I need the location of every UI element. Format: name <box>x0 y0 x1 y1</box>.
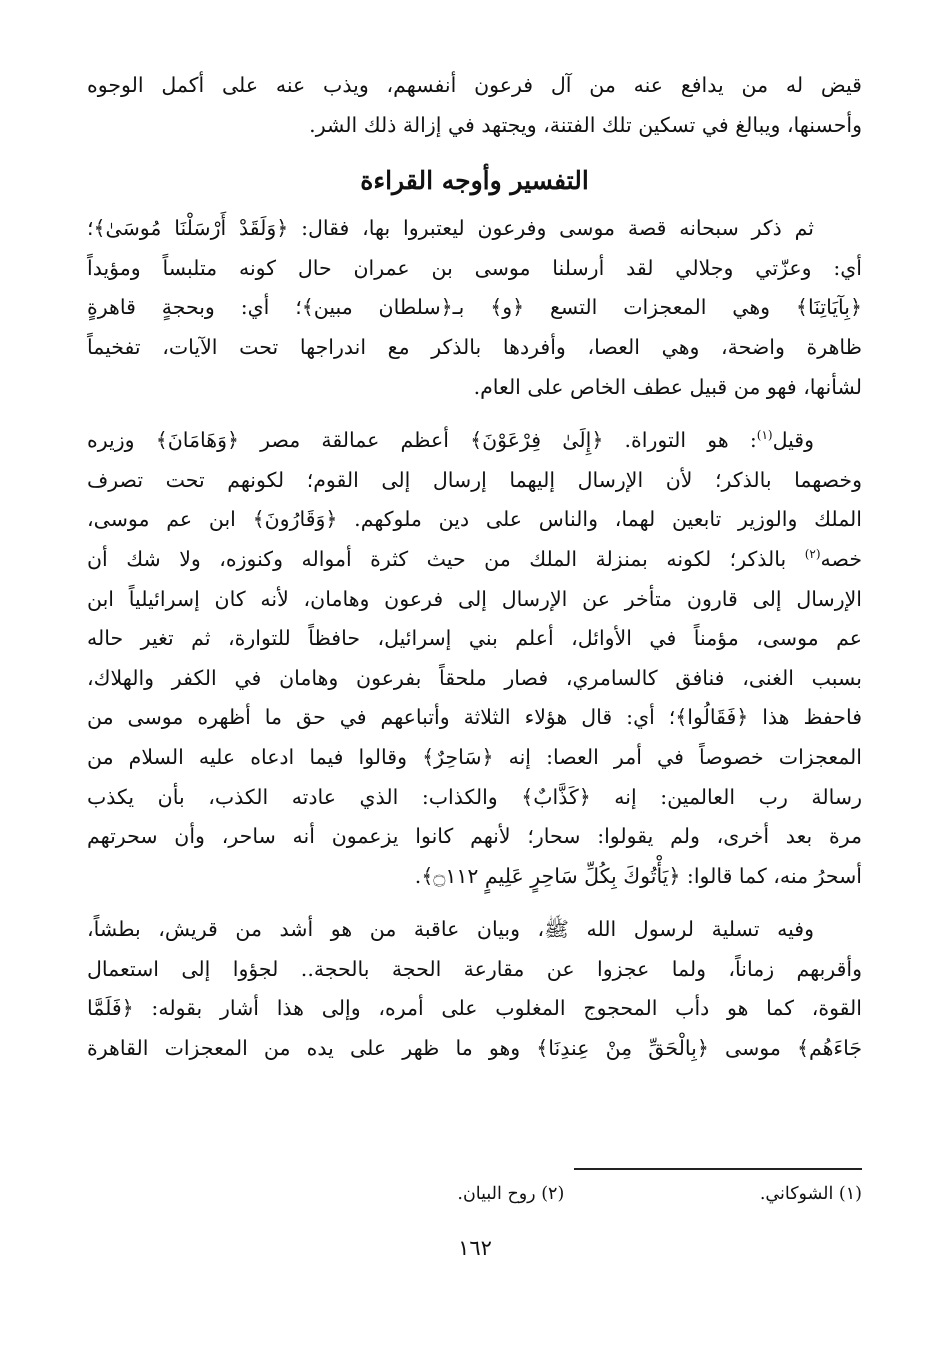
text-line: لشأنها، فهو من قبيل عطف الخاص على العام. <box>473 374 862 399</box>
text-line: وأقربهم زماناً، ولما عجزوا عن مقارعة الحجة بالحجة.. لجؤوا إلى استعمال <box>87 956 862 981</box>
text-line: بسبب الغنى، فنافق كالسامري، فصار ملحقاً بفرعون وهامان في الكفر والهلاك، <box>87 665 862 690</box>
text-line: مرة بعد أخرى، ولم يقولوا: سحار؛ لأنهم كانوا يزعمون أنه ساحر، وأن سحرتهم <box>87 824 862 849</box>
text-line: رسالة رب العالمين: إنه ﴿كَذَّابٌ﴾ والكذاب: الذي عادته الكذب، بأن يكذب <box>87 784 862 809</box>
text-line: ظاهرة واضحة، وهي العصا، وأفردها بالذكر مع اندراجها تحت الآيات، تفخيماً <box>87 334 862 359</box>
footnote-1: (١) الشوكاني. <box>759 1184 862 1204</box>
text-line: القوة، كما هو دأب المحجوج المغلوب على أمره، وإلى هذا أشار بقوله: ﴿فَلَمَّا <box>87 996 862 1021</box>
paragraph-1 <box>87 209 862 407</box>
text-line: فاحفظ هذا ﴿فَقَالُوا﴾؛ أي: قال هؤلاء الثلاثة وأتباعهم في حق ما أظهره موسى من <box>87 705 862 730</box>
text-line: المعجزات خصوصاً في أمر العصا: إنه ﴿سَاحِرٌ﴾ وقالوا فيما ادعاه عليه السلام من <box>87 744 862 769</box>
text-line: وفيه تسلية لرسول الله ﷺ، وبيان عاقبة من هو أشد من قريش، بطشاً، <box>87 917 814 942</box>
footnote-ref-1: (١) <box>756 428 773 443</box>
footnotes <box>87 1184 862 1204</box>
text-line: ثم ذكر سبحانه قصة موسى وفرعون ليعتبروا بها، فقال: ﴿وَلَقَدْ أَرْسَلْنَا مُوسَىٰ﴾؛ <box>87 216 814 241</box>
footnote-ref-2: (٢) <box>804 547 821 562</box>
text-fragment: بالذكر؛ لكونه بمنزلة الملك من حيث كثرة أمواله وكنوزه، ولا شك أن <box>87 546 805 571</box>
text-line: ﴿بِآيَاتِنَا﴾ وهي المعجزات التسع ﴿و﴾ بـ﴿سلطان مبين﴾؛ أي: وبحجةٍ قاهرةٍ <box>87 295 862 320</box>
page-number: ١٦٢ <box>458 1236 492 1260</box>
text-fragment: وقيل <box>772 428 814 453</box>
text-line: جَاءَهُم﴾ موسى ﴿بِالْحَقِّ مِنْ عِندِنَا﴾ وهو ما ظهر على يده من المعجزات القاهرة <box>87 1036 862 1061</box>
text-line: الملك والوزير تابعين لهما، والناس على دين ملوكهم. ﴿وَقَارُونَ﴾ ابن عم موسى، <box>87 507 862 532</box>
text-fragment: خصه <box>820 546 862 571</box>
footnote-2: (٢) روح البيان. <box>457 1184 565 1204</box>
text-line <box>87 421 862 461</box>
text-line: الإرسال إلى قارون متأخر عن الإرسال إلى فرعون وهامان، لأنه كان إسرائيلياً ابن <box>87 586 862 611</box>
footnote-divider <box>574 1168 862 1170</box>
paragraph-2 <box>87 421 862 896</box>
text-line: قيض له من يدافع عنه من آل فرعون أنفسهم، ويذب عنه على أكمل الوجوه <box>87 73 862 97</box>
text-line: عم موسى، مؤمناً في الأوائل، أعلم بني إسرائيل، حافظاً للتوارة، ثم تغير حاله <box>87 626 862 651</box>
text-fragment: : هو التوراة. ﴿إِلَىٰ فِرْعَوْنَ﴾ أعظم عمالقة مصر ﴿وَهَامَانَ﴾ وزيره <box>87 428 757 453</box>
text-line: وأحسنها، ويبالغ في تسكين تلك الفتنة، ويجتهد في إزالة ذلك الشر. <box>309 112 862 137</box>
section-heading: التفسير وأوجه القراءة <box>360 166 589 196</box>
paragraph-3 <box>87 910 862 1068</box>
text-line: أي: وعزّتي وجلالي لقد أرسلنا موسى بن عمران حال كونه متلبساً ومؤيداً <box>87 255 862 280</box>
top-paragraph <box>87 66 862 145</box>
text-line: أسحرُ منه، كما قالوا: ﴿يَأْتُوكَ بِكُلِّ سَاحِرٍ عَلِيمٍ ۝١١٢﴾. <box>414 863 862 888</box>
text-line <box>87 540 862 580</box>
page-body <box>87 66 862 1069</box>
text-line: وخصهما بالذكر؛ لأن الإرسال إليهما إرسال إلى القوم؛ لكونهم تحت تصرف <box>87 467 862 492</box>
